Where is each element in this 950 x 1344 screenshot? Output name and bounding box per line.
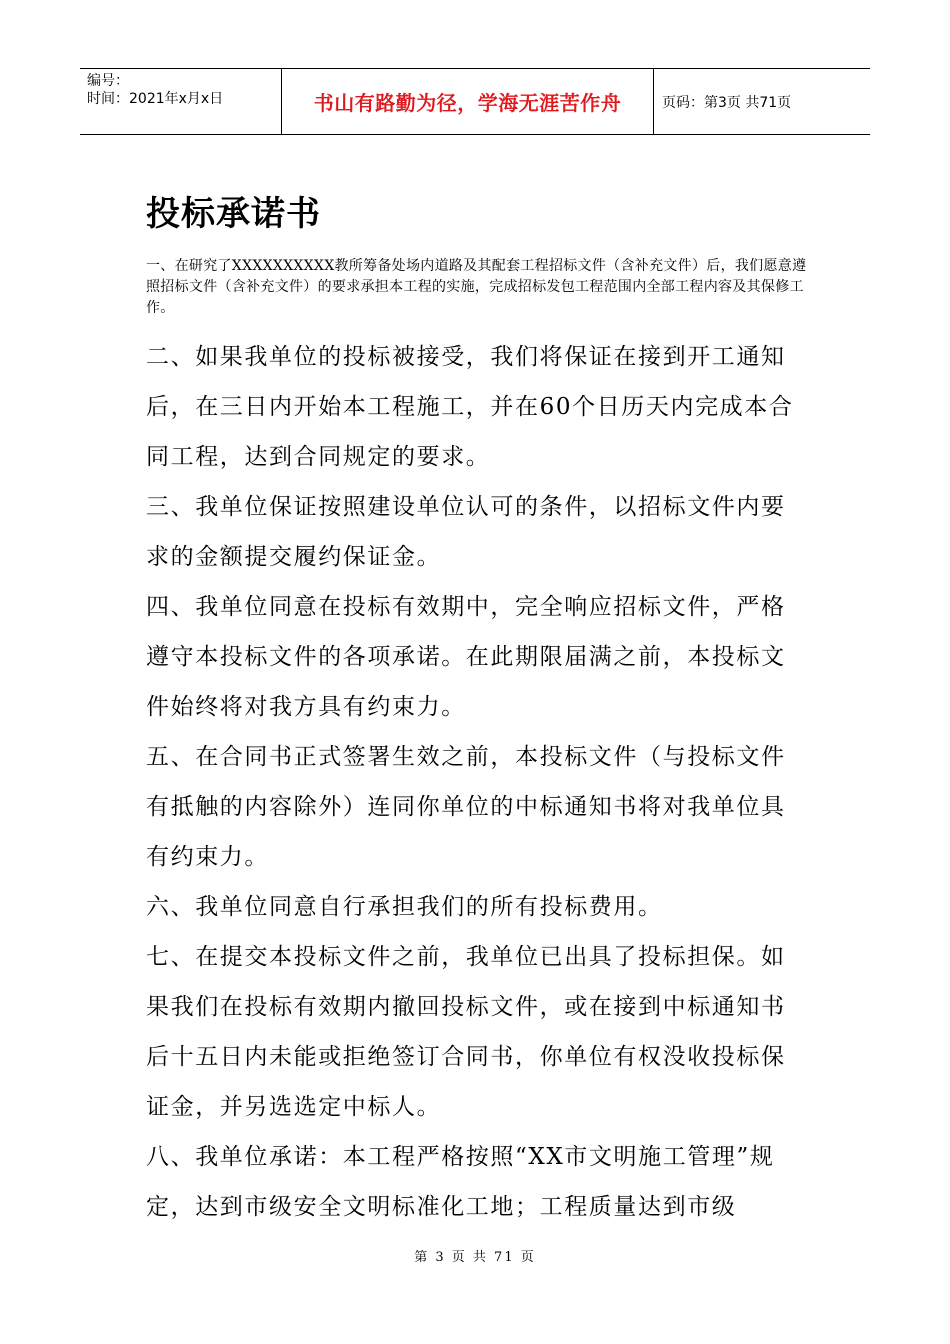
document-number-label: 编号： [87, 73, 129, 89]
header-page-info: 页码：第3页 共71页 [662, 94, 792, 111]
document-body [146, 332, 810, 1232]
intro-paragraph: 一、在研究了XXXXXXXXXX教所筹备处场内道路及其配套工程招标文件（含补充文件）后，我们愿意遵照招标文件（含补充文件）的要求承担本工程的实施，完成招标发包工程范围内全部工程内容及其保修工作。 [146, 258, 807, 316]
header-meta [80, 69, 282, 134]
paragraph-8: 八、我单位承诺：本工程严格按照“XX市文明施工管理”规定，达到市级安全文明标准化工地；工程质量达到市级 [146, 1144, 775, 1220]
paragraph-2: 二、如果我单位的投标被接受，我们将保证在接到开工通知后，在三日内开始本工程施工，并在60个日历天内完成本合同工程，达到合同规定的要求。 [146, 344, 794, 470]
paragraph-6: 六、我单位同意自行承担我们的所有投标费用。 [146, 894, 663, 920]
document-title: 投标承诺书 [146, 194, 321, 234]
page-header [80, 68, 870, 135]
document-time-label: 时间：2021年x月x日 [87, 91, 224, 107]
page-footer: 第 3 页 共 71 页 [414, 1250, 536, 1265]
paragraph-5: 五、在合同书正式签署生效之前，本投标文件（与投标文件有抵触的内容除外）连同你单位的中标通知书将对我单位具有约束力。 [146, 744, 786, 870]
paragraph-4: 四、我单位同意在投标有效期中，完全响应招标文件，严格遵守本投标文件的各项承诺。在此期限届满之前，本投标文件始终将对我方具有约束力。 [146, 594, 786, 720]
paragraph-3: 三、我单位保证按照建设单位认可的条件，以招标文件内要求的金额提交履约保证金。 [146, 494, 786, 570]
header-motto: 书山有路勤为径，学海无涯苦作舟 [282, 69, 654, 134]
paragraph-7: 七、在提交本投标文件之前，我单位已出具了投标担保。如果我们在投标有效期内撤回投标文件，或在接到中标通知书后十五日内未能或拒绝签订合同书，你单位有权没收投标保证金，并另选选定中标人。 [146, 944, 786, 1120]
